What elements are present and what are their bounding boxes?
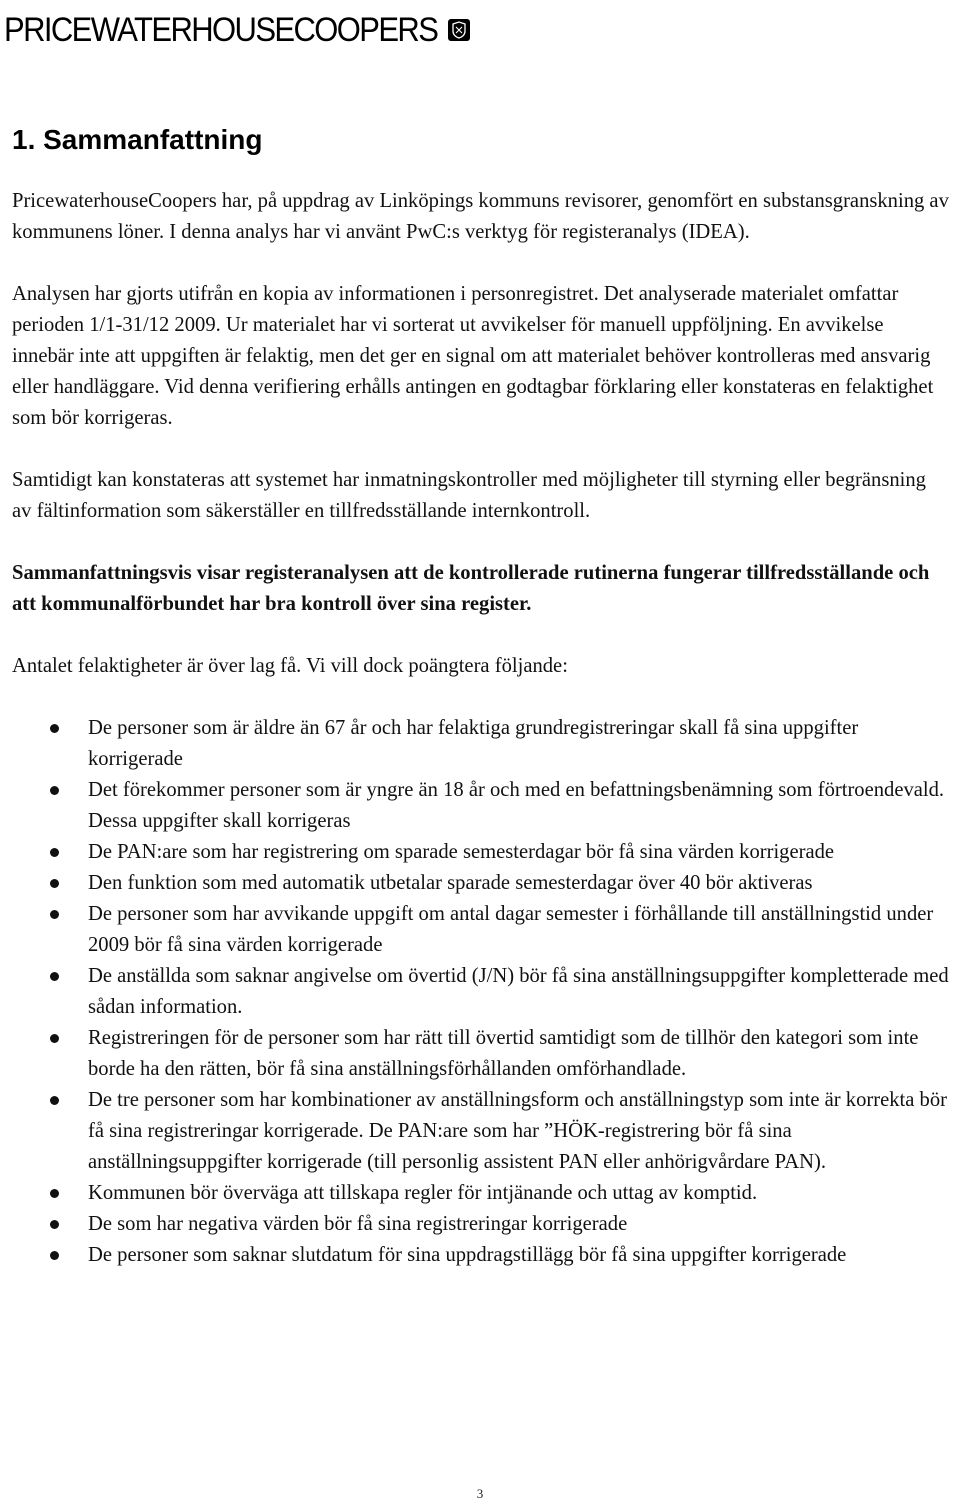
pwc-seal-icon xyxy=(447,18,471,42)
document-body xyxy=(12,186,950,1271)
company-logo xyxy=(4,6,471,54)
list-item: Det förekommer personer som är yngre än 18 år och med en befattningsbenämning som förtroendevald. Dessa uppgifter skall korrigeras xyxy=(12,775,950,837)
page-number: 3 xyxy=(476,1486,484,1501)
list-item: De personer som är äldre än 67 år och har felaktiga grundregistreringar skall få sina uppgifter korrigerade xyxy=(12,713,950,775)
logo-wordmark: PRICEWATERHOUSECOOPERS xyxy=(4,9,438,50)
page-title: 1. Sammanfattning xyxy=(12,124,263,155)
controls-paragraph: Samtidigt kan konstateras att systemet har inmatningskontroller med möjligheter till styrning eller begränsning av fältinformation som säkerställer en tillfredsställande internkontroll. xyxy=(12,469,926,522)
list-item: De anställda som saknar angivelse om övertid (J/N) bör få sina anställningsuppgifter kompletterade med sådan information. xyxy=(12,961,950,1023)
list-item: De PAN:are som har registrering om sparade semesterdagar bör få sina värden korrigerade xyxy=(12,837,950,868)
list-item: Kommunen bör överväga att tillskapa regler för intjänande och uttag av komptid. xyxy=(12,1178,950,1209)
analysis-paragraph: Analysen har gjorts utifrån en kopia av informationen i personregistret. Det analyserade materialet omfattar perioden 1/1-31/12 2009. Ur materialet har vi sorterat ut avvikelser för manuell uppföljning. En avvikelse innebär inte att uppgiften är felaktig, men det ger en signal om att materialet behöver kontrolleras med ansvarig eller handläggare. Vid denna verifiering erhålls antingen en godtagbar förklaring eller konstateras en felaktighet som bör korrigeras. xyxy=(12,283,934,429)
list-item: De personer som saknar slutdatum för sina uppdragstillägg bör få sina uppgifter korrigerade xyxy=(12,1240,950,1271)
findings-list xyxy=(12,713,950,1271)
list-item: De personer som har avvikande uppgift om antal dagar semester i förhållande till anställningstid under 2009 bör få sina värden korrigerade xyxy=(12,899,950,961)
list-item: Registreringen för de personer som har rätt till övertid samtidigt som de tillhör den kategori som inte borde ha den rätten, bör få sina anställningsförhållanden omförhandlade. xyxy=(12,1023,950,1085)
intro-paragraph: PricewaterhouseCoopers har, på uppdrag av Linköpings kommuns revisorer, genomfört en substansgranskning av kommunens löner. I denna analys har vi använt PwC:s verktyg för registeranalys (IDEA). xyxy=(12,190,949,243)
findings-intro-paragraph: Antalet felaktigheter är över lag få. Vi vill dock poängtera följande: xyxy=(12,655,568,677)
conclusion-paragraph: Sammanfattningsvis visar registeranalysen att de kontrollerade rutinerna fungerar tillfredsställande och att kommunalförbundet har bra kontroll över sina register. xyxy=(12,562,930,615)
list-item: De som har negativa värden bör få sina registreringar korrigerade xyxy=(12,1209,950,1240)
list-item: Den funktion som med automatik utbetalar sparade semesterdagar över 40 bör aktiveras xyxy=(12,868,950,899)
list-item: De tre personer som har kombinationer av anställningsform och anställningstyp som inte är korrekta bör få sina registreringar korrigerade. De PAN:are som har ”HÖK-registrering bör få sina anställningsuppgifter korrigerade (till personlig assistent PAN eller anhörigvårdare PAN). xyxy=(12,1085,950,1178)
